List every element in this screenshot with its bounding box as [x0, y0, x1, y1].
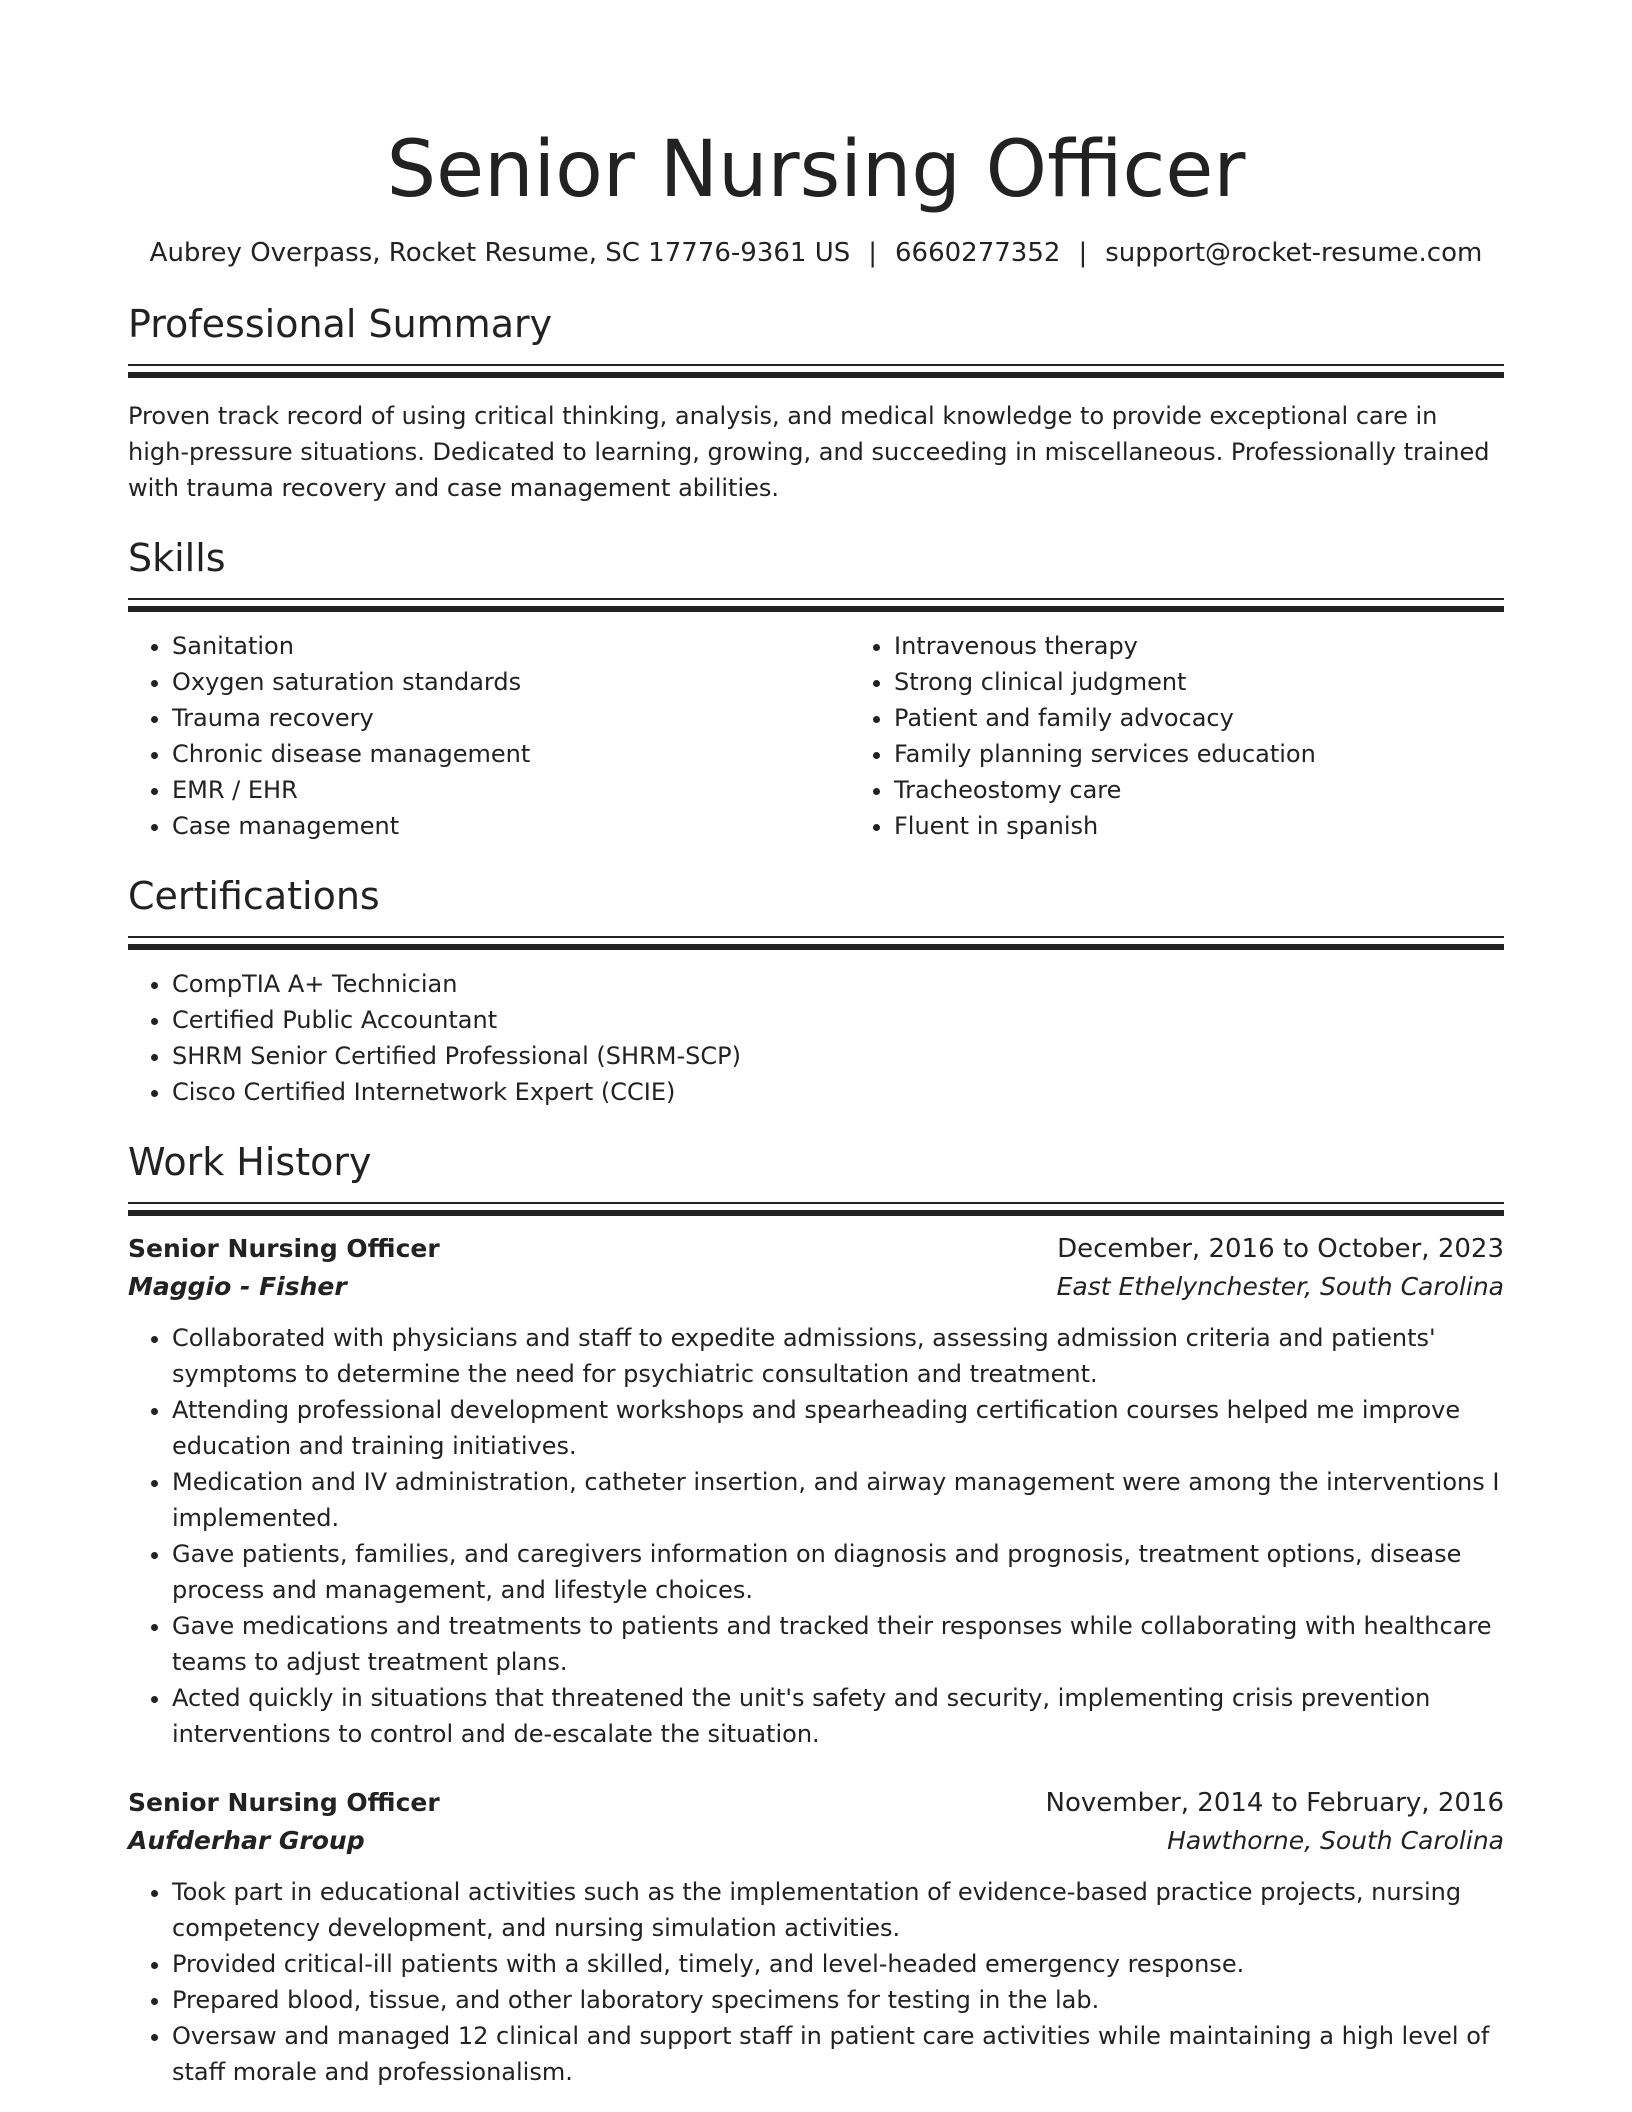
skills-list-left — [128, 628, 850, 844]
section-summary — [128, 300, 1504, 506]
job-entry — [128, 1784, 1504, 2090]
job-location: Hawthorne, South Carolina — [1167, 1826, 1504, 1855]
contact-separator: | — [868, 238, 878, 268]
job-title: Senior Nursing Officer — [128, 1234, 440, 1263]
certification-item: • Certified Public Accountant — [172, 1002, 1504, 1038]
job-bullet: • Prepared blood, tissue, and other laboratory specimens for testing in the lab. — [172, 1982, 1504, 2018]
job-bullet: • Gave patients, families, and caregivers information on diagnosis and prognosis, treatment options, disease process and management, and lifestyle choices. — [172, 1536, 1504, 1608]
skills-columns — [128, 628, 1504, 844]
skill-item: • Fluent in spanish — [894, 808, 1572, 844]
job-bullets — [128, 1320, 1504, 1752]
skill-item: • Oxygen saturation standards — [172, 664, 850, 700]
job-entry — [128, 1230, 1504, 1752]
job-bullets — [128, 1874, 1504, 2090]
section-heading-certifications: Certifications — [128, 874, 380, 918]
job-bullet: • Medication and IV administration, catheter insertion, and airway management were among the interventions I implemented. — [172, 1464, 1504, 1536]
certifications-list — [128, 966, 1504, 1110]
skill-item: • Chronic disease management — [172, 736, 850, 772]
section-certifications — [128, 872, 1504, 1110]
job-title: Senior Nursing Officer — [128, 1788, 440, 1817]
contact-separator: | — [1078, 238, 1088, 268]
contact-line — [128, 236, 1504, 270]
job-bullet: • Collaborated with physicians and staff to expedite admissions, assessing admission criteria and patients' symptoms to determine the need for psychiatric consultation and treatment. — [172, 1320, 1504, 1392]
certification-item: • SHRM Senior Certified Professional (SHRM-SCP) — [172, 1038, 1504, 1074]
skills-list-right — [850, 628, 1572, 844]
job-dates: December, 2016 to October, 2023 — [1057, 1234, 1504, 1264]
skill-item: • Sanitation — [172, 628, 850, 664]
skill-item: • Intravenous therapy — [894, 628, 1572, 664]
job-bullet: • Provided critical-ill patients with a skilled, timely, and level-headed emergency response. — [172, 1946, 1504, 1982]
section-heading-work-history: Work History — [128, 1140, 372, 1184]
section-divider — [128, 936, 1504, 950]
section-divider — [128, 364, 1504, 378]
skill-item: • Family planning services education — [894, 736, 1572, 772]
job-sub-row — [128, 1822, 1504, 1860]
skill-item: • Trauma recovery — [172, 700, 850, 736]
contact-email: support@rocket-resume.com — [1105, 238, 1483, 268]
certification-item: • CompTIA A+ Technician — [172, 966, 1504, 1002]
skill-item: • Case management — [172, 808, 850, 844]
skill-item: • Tracheostomy care — [894, 772, 1572, 808]
job-company: Aufderhar Group — [128, 1826, 365, 1855]
section-work-history — [128, 1138, 1504, 2090]
job-bullet: • Oversaw and managed 12 clinical and support staff in patient care activities while maintaining a high level of staff morale and professionalism. — [172, 2018, 1504, 2090]
section-heading-summary: Professional Summary — [128, 302, 553, 346]
section-divider — [128, 598, 1504, 612]
summary-text: Proven track record of using critical thinking, analysis, and medical knowledge to provide exceptional care in high-pressure situations. Dedicated to learning, growing, and succeeding in miscellaneous. Professionally trained with trauma recovery and case management abilities. — [128, 402, 1490, 502]
job-header-row — [128, 1784, 1504, 1822]
section-divider — [128, 1202, 1504, 1216]
skill-item: • Strong clinical judgment — [894, 664, 1572, 700]
resume-page — [128, 0, 1504, 2090]
section-heading-skills: Skills — [128, 536, 226, 580]
skill-item: • Patient and family advocacy — [894, 700, 1572, 736]
job-location: East Ethelynchester, South Carolina — [1056, 1272, 1504, 1301]
certification-item: • Cisco Certified Internetwork Expert (CCIE) — [172, 1074, 1504, 1110]
contact-phone: 6660277352 — [895, 238, 1061, 268]
skill-item: • EMR / EHR — [172, 772, 850, 808]
resume-title: Senior Nursing Officer — [386, 125, 1246, 215]
job-bullet: • Attending professional development workshops and spearheading certification courses helped me improve education and training initiatives. — [172, 1392, 1504, 1464]
job-bullet: • Gave medications and treatments to patients and tracked their responses while collaborating with healthcare teams to adjust treatment plans. — [172, 1608, 1504, 1680]
job-sub-row — [128, 1268, 1504, 1306]
contact-address: Aubrey Overpass, Rocket Resume, SC 17776-9361 US — [149, 238, 851, 268]
job-dates: November, 2014 to February, 2016 — [1045, 1788, 1504, 1818]
job-bullet: • Took part in educational activities such as the implementation of evidence-based practice projects, nursing competency development, and nursing simulation activities. — [172, 1874, 1504, 1946]
job-header-row — [128, 1230, 1504, 1268]
job-company: Maggio - Fisher — [128, 1272, 347, 1301]
job-bullet: • Acted quickly in situations that threatened the unit's safety and security, implementing crisis prevention interventions to control and de-escalate the situation. — [172, 1680, 1504, 1752]
section-skills — [128, 534, 1504, 844]
